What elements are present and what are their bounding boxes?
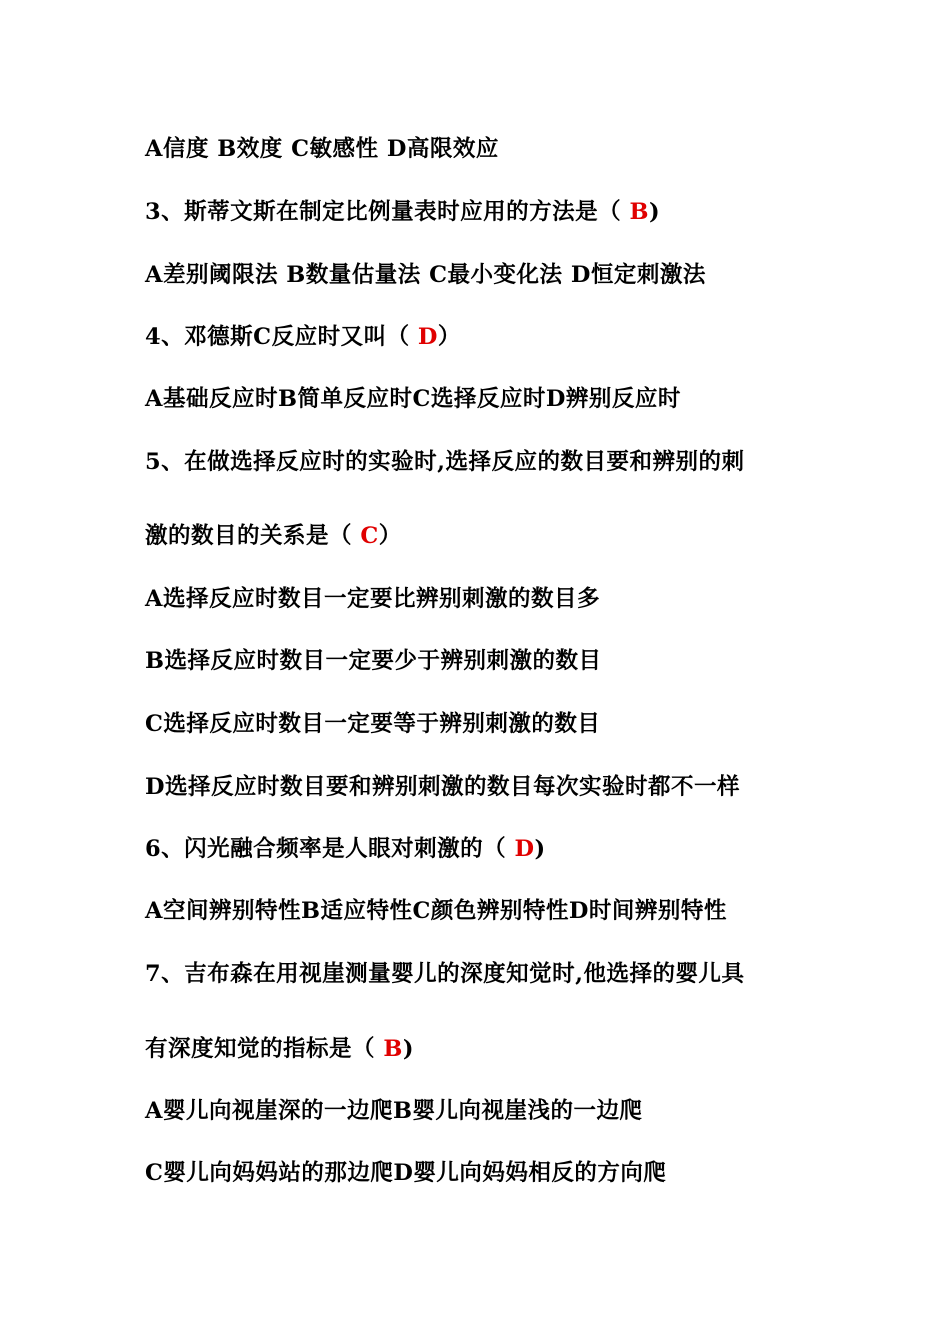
question-3-answer: B: [629, 199, 650, 225]
question-6-text: 6、闪光融合频率是人眼对刺激的（: [145, 836, 515, 862]
question-5-line-2: [145, 521, 402, 551]
question-5-answer: C: [360, 523, 379, 549]
question-7-line-2: [145, 1034, 414, 1064]
question-5-line-1: 5、在做选择反应时的实验时,选择反应的数目要和辨别的刺: [145, 449, 745, 475]
option-b-q5: B选择反应时数目一定要少于辨别刺激的数目: [145, 648, 602, 674]
question-6: [145, 834, 546, 864]
option-line-q7-ab: A婴儿向视崖深的一边爬B婴儿向视崖浅的一边爬: [145, 1098, 643, 1124]
question-7-text: 有深度知觉的指标是（: [145, 1036, 384, 1062]
question-3: [145, 197, 660, 227]
option-d-q5: D选择反应时数目要和辨别刺激的数目每次实验时都不一样: [145, 774, 741, 800]
question-4: [145, 322, 461, 352]
option-line-q4: A基础反应时B简单反应时C选择反应时D辨别反应时: [145, 386, 681, 412]
question-3-close: ): [649, 199, 661, 225]
option-a-q5: A选择反应时数目一定要比辨别刺激的数目多: [145, 586, 600, 612]
option-line-q7-cd: C婴儿向妈妈站的那边爬D婴儿向妈妈相反的方向爬: [145, 1160, 667, 1186]
question-5-text: 激的数目的关系是（: [145, 523, 361, 549]
question-7-answer: B: [383, 1036, 403, 1062]
option-line-q6: A空间辨别特性B适应特性C颜色辨别特性D时间辨别特性: [145, 898, 727, 924]
option-line-q3: A差别阈限法 B数量估量法 C最小变化法 D恒定刺激法: [145, 262, 706, 288]
question-4-close: ）: [437, 324, 461, 350]
option-line-q2: A信度 B效度 C敏感性 D高限效应: [145, 136, 499, 162]
question-6-answer: D: [514, 836, 535, 862]
question-7-close: ): [402, 1036, 415, 1062]
question-5-close: ）: [378, 523, 402, 549]
question-3-text: 3、斯蒂文斯在制定比例量表时应用的方法是（: [145, 199, 630, 225]
question-7-line-1: 7、吉布森在用视崖测量婴儿的深度知觉时,他选择的婴儿具: [145, 961, 745, 987]
question-4-answer: D: [417, 324, 438, 350]
question-6-close: ): [534, 836, 546, 862]
option-c-q5: C选择反应时数目一定要等于辨别刺激的数目: [145, 711, 601, 737]
question-4-text: 4、邓德斯C反应时又叫（: [145, 324, 418, 350]
